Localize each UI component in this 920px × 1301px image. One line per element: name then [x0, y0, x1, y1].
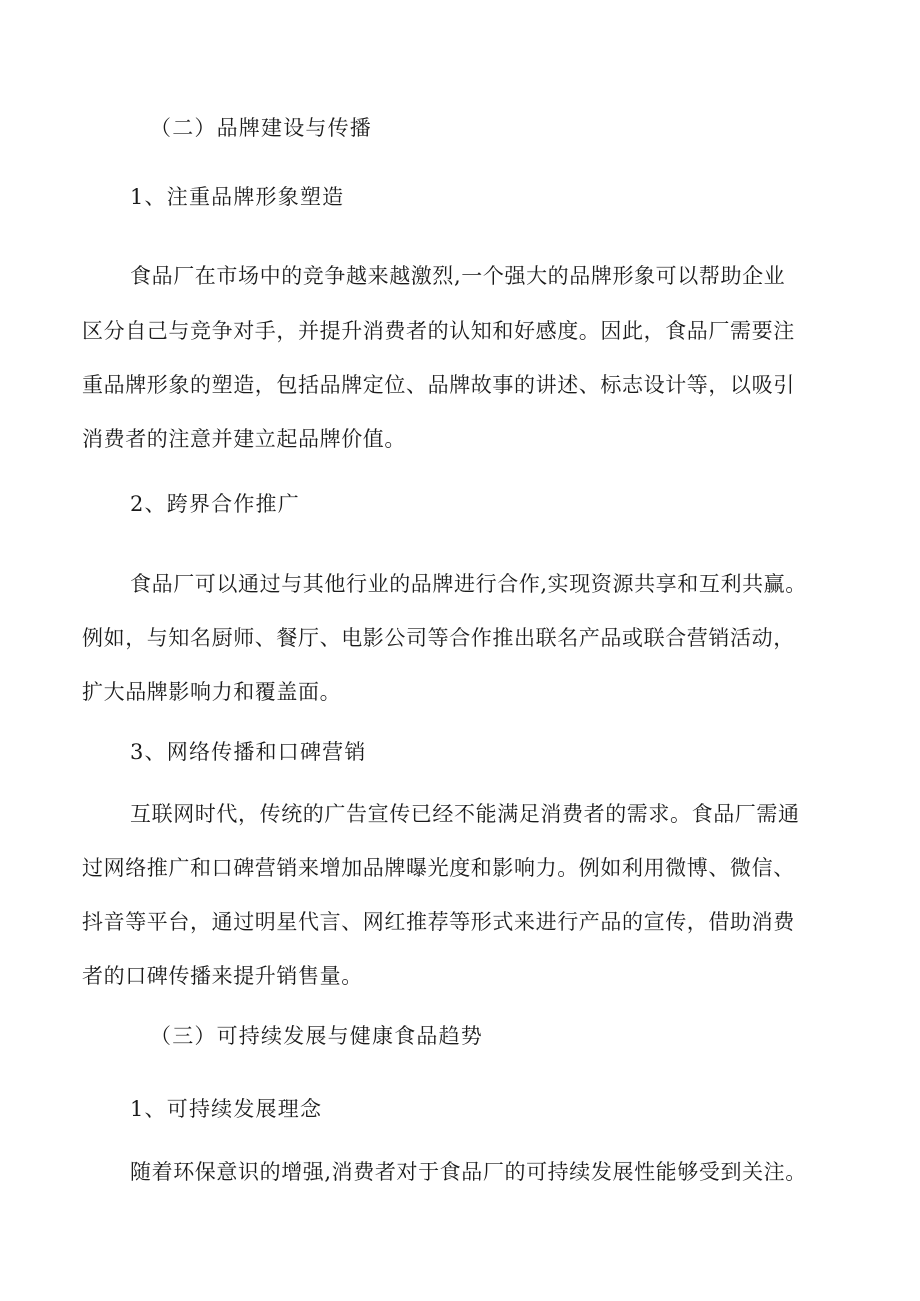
item-heading-crossover: 2、跨界合作推广: [130, 492, 300, 516]
paragraph-line: 过网络推广和口碑营销来增加品牌曝光度和影响力。例如利用微博、微信、: [82, 856, 795, 880]
paragraph-line: 者的口碑传播来提升销售量。: [82, 964, 363, 988]
paragraph-line: 重品牌形象的塑造，包括品牌定位、品牌故事的讲述、标志设计等，以吸引: [82, 373, 795, 397]
paragraph-line: 消费者的注意并建立起品牌价值。: [82, 427, 406, 451]
item-heading-online-marketing: 3、网络传播和口碑营销: [130, 740, 367, 764]
paragraph-line: 互联网时代，传统的广告宣传已经不能满足消费者的需求。食品厂需通: [130, 802, 800, 826]
paragraph-line: 扩大品牌影响力和覆盖面。: [82, 680, 342, 704]
paragraph-line: 随着环保意识的增强,消费者对于食品厂的可持续发展性能够受到关注。: [130, 1160, 807, 1184]
paragraph-line: 抖音等平台，通过明星代言、网红推荐等形式来进行产品的宣传，借助消费: [82, 910, 795, 934]
item-heading-sustainability-concept: 1、可持续发展理念: [130, 1097, 323, 1121]
item-heading-brand-image: 1、注重品牌形象塑造: [130, 185, 345, 209]
paragraph-line: 食品厂可以通过与其他行业的品牌进行合作,实现资源共享和互利共赢。: [130, 572, 807, 596]
paragraph-line: 食品厂在市场中的竞争越来越激烈,一个强大的品牌形象可以帮助企业: [130, 264, 786, 288]
paragraph-line: 区分自己与竞争对手，并提升消费者的认知和好感度。因此，食品厂需要注: [82, 319, 795, 343]
paragraph-line: 例如，与知名厨师、餐厅、电影公司等合作推出联名产品或联合营销活动，: [82, 626, 795, 650]
section-heading-brand: （二）品牌建设与传播: [150, 116, 372, 140]
section-heading-sustainability: （三）可持续发展与健康食品趋势: [150, 1024, 483, 1048]
